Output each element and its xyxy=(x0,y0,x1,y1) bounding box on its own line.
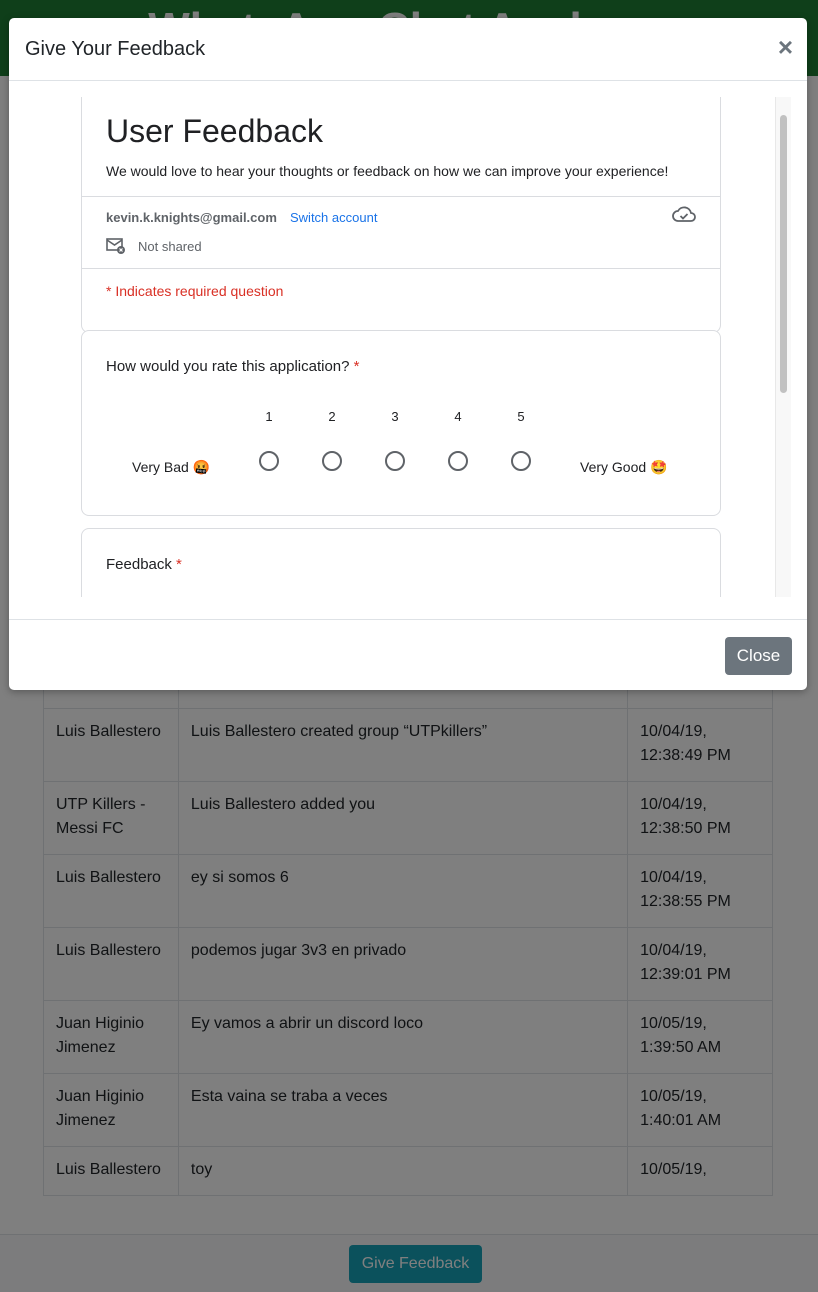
rating-question-text: How would you rate this application? xyxy=(106,358,350,375)
required-star: * xyxy=(176,556,182,573)
required-star: * xyxy=(353,358,360,375)
scale-number-3: 3 xyxy=(391,409,399,424)
scale-number-1: 1 xyxy=(265,409,273,424)
mail-not-shared-icon xyxy=(106,237,126,260)
modal-header xyxy=(9,18,807,81)
form-description: We would love to hear your thoughts or feedback on how we can improve your experience! xyxy=(106,163,669,179)
close-icon[interactable]: × xyxy=(777,32,793,62)
rating-radio-2[interactable] xyxy=(322,451,342,471)
scale-number-4: 4 xyxy=(454,409,462,424)
scale-number-2: 2 xyxy=(328,409,336,424)
rating-radio-4[interactable] xyxy=(448,451,468,471)
not-shared-text: Not shared xyxy=(138,239,202,254)
feedback-modal xyxy=(9,18,807,690)
form-scrollbar-thumb[interactable] xyxy=(780,115,787,393)
rating-radio-5[interactable] xyxy=(511,451,531,471)
switch-account-link[interactable]: Switch account xyxy=(290,210,378,225)
rating-question-card xyxy=(81,330,721,516)
modal-title: Give Your Feedback xyxy=(25,38,206,60)
modal-body xyxy=(9,81,807,619)
close-button[interactable]: Close xyxy=(725,637,792,675)
form-scrollbar[interactable] xyxy=(775,97,791,597)
modal-footer xyxy=(9,619,807,690)
feedback-question-text: Feedback xyxy=(106,556,172,573)
form-header-card xyxy=(81,97,721,333)
form-title: User Feedback xyxy=(106,113,323,149)
divider xyxy=(82,268,720,269)
embedded-form-frame xyxy=(9,97,791,597)
rating-question-label xyxy=(106,358,360,375)
scale-low-label: Very Bad 🤬 xyxy=(132,459,211,475)
account-email: kevin.k.knights@gmail.com xyxy=(106,210,277,225)
cloud-check-icon xyxy=(672,205,696,230)
rating-radio-3[interactable] xyxy=(385,451,405,471)
scale-number-5: 5 xyxy=(517,409,525,424)
divider xyxy=(82,196,720,197)
required-note: * Indicates required question xyxy=(106,283,284,299)
rating-radio-1[interactable] xyxy=(259,451,279,471)
feedback-question-label xyxy=(106,556,182,573)
feedback-question-card xyxy=(81,528,721,597)
scale-high-label: Very Good 🤩 xyxy=(580,459,668,475)
